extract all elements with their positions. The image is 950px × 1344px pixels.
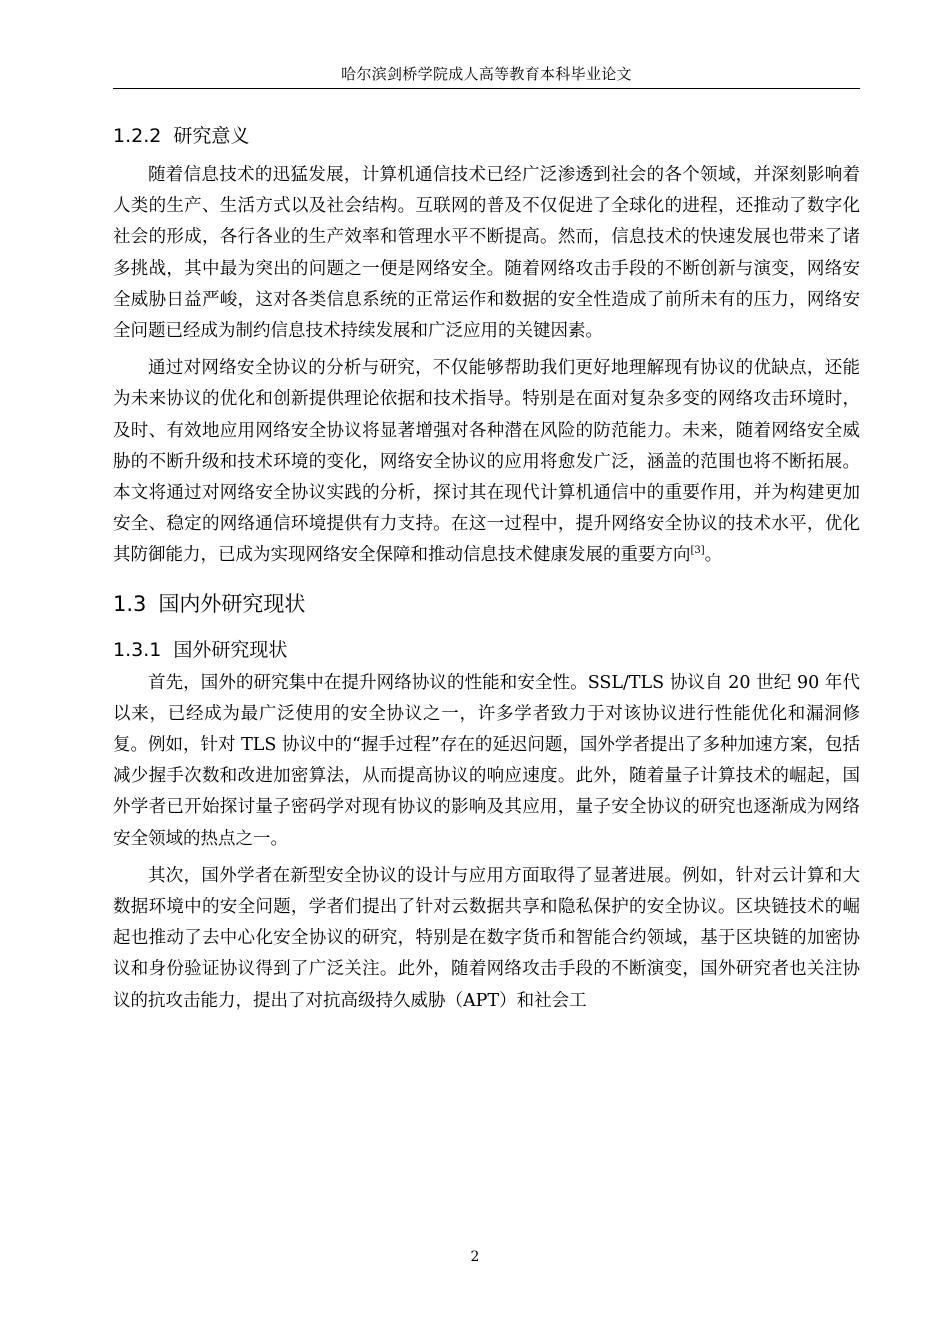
paragraph: 首先，国外的研究集中在提升网络协议的性能和安全性。SSL/TLS 协议自 20 世纪 90 年代以来，已经成为最广泛使用的安全协议之一，许多学者致力于对该协议进行性能优化和漏洞修复。例如，针对 TLS 协议中的“握手过程”存在的延迟问题，国外学者提出了多种加速方案，包括减少握手次数和改进加密算法，从而提高协议的响应速度。此外，随着量子计算技术的崛起，国外学者已开始探讨量子密码学对现有协议的影响及其应用，量子安全协议的研究也逐渐成为网络安全领域的热点之一。	[113, 672, 860, 849]
section-number: 1.3.1	[113, 638, 162, 661]
section-title: 研究意义	[173, 125, 250, 147]
paragraph: 其次，国外学者在新型安全协议的设计与应用方面取得了显著进展。例如，针对云计算和大数据环境中的安全问题，学者们提出了针对云数据共享和隐私保护的安全协议。区块链技术的崛起也推动了去中心化安全协议的研究，特别是在数字货币和智能合约领域，基于区块链的加密协议和身份验证协议得到了广泛关注。此外，随着网络攻击手段的不断演变，国外研究者也关注协议的抗攻击能力，提出了对抗高级持久威胁（APT）和社会工	[113, 865, 860, 1011]
section-heading-1-3	[113, 582, 860, 626]
section-title: 国外研究现状	[173, 638, 288, 661]
citation-ref: [3]	[690, 545, 705, 557]
section-number: 1.3	[113, 591, 147, 616]
paragraph: 随着信息技术的迅猛发展，计算机通信技术已经广泛渗透到社会的各个领域，并深刻影响着人类的生产、生活方式以及社会结构。互联网的普及不仅促进了全球化的进程，还推动了数字化社会的形成，各行各业的生产效率和管理水平不断提高。然而，信息技术的快速发展也带来了诸多挑战，其中最为突出的问题之一便是网络安全。随着网络攻击手段的不断创新与演变，网络安全威胁日益严峻，这对各类信息系统的正常运作和数据的安全性造成了前所未有的压力，网络安全问题已经成为制约信息技术持续发展和广泛应用的关键因素。	[113, 165, 860, 342]
paragraph	[113, 353, 860, 571]
paragraph-text: 通过对网络安全协议的分析与研究，不仅能够帮助我们更好地理解现有协议的优缺点，还能为未来协议的优化和创新提供理论依据和技术指导。特别是在面对复杂多变的网络攻击环境时，及时、有效地应用网络安全协议将显著增强对各种潜在风险的防范能力。未来，随着网络安全威胁的不断升级和技术环境的变化，网络安全协议的应用将愈发广泛，涵盖的范围也将不断拓展。本文将通过对网络安全协议实践的分析，探讨其在现代计算机通信中的重要作用，并为构建更加安全、稳定的网络通信环境提供有力支持。在这一过程中，提升网络安全协议的技术水平，优化其防御能力，已成为实现网络安全保障和推动信息技术健康发展的重要方向	[113, 358, 860, 566]
section-heading-1-3-1	[113, 632, 860, 668]
section-title: 国内外研究现状	[158, 591, 306, 616]
section-heading-1-2-2	[113, 118, 860, 154]
paragraph-end: 。	[704, 545, 723, 566]
page-number: 2	[470, 1249, 480, 1265]
section-number: 1.2.2	[113, 125, 162, 147]
page-body	[113, 118, 860, 1017]
header-rule	[113, 88, 860, 89]
running-header: 哈尔滨剑桥学院成人高等教育本科毕业论文	[341, 65, 632, 83]
